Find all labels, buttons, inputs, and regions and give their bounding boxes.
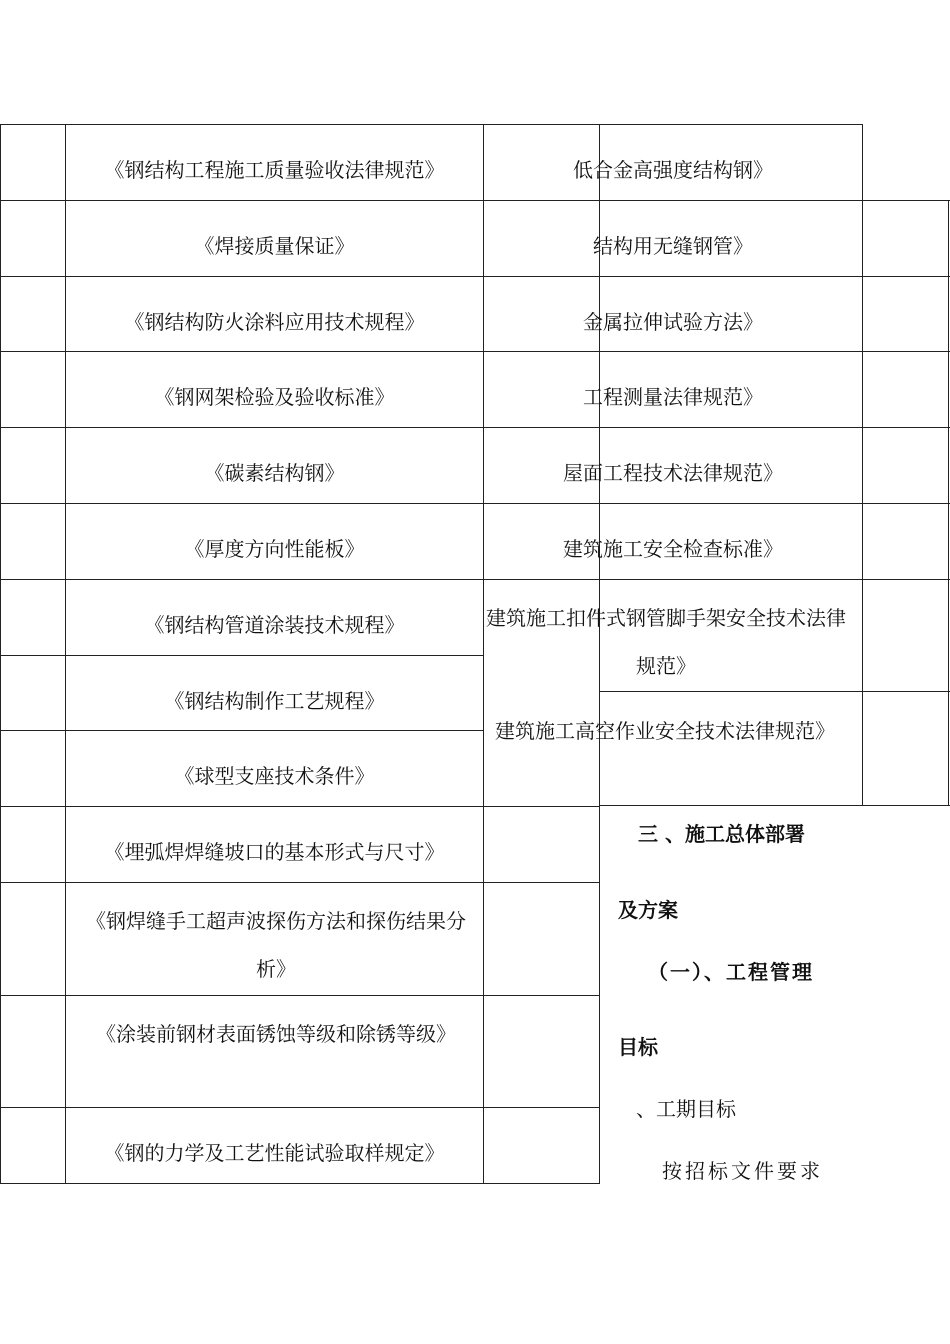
table-rule [484, 503, 950, 504]
item-label: 、工期目标 [636, 1097, 736, 1121]
table-rule [0, 1183, 600, 1184]
table-cell: 《钢结构防火涂料应用技术规程》 [124, 310, 425, 334]
subsection-heading-cont: 目标 [618, 1035, 658, 1059]
table-rule [600, 691, 950, 692]
table-rule [65, 124, 66, 1184]
table-rule [862, 124, 863, 806]
section-heading: 三 、施工总体部署 [638, 822, 805, 846]
table-cell: 金属拉伸试验方法》 [583, 310, 763, 334]
table-rule [0, 124, 1, 1184]
table-cell: 《钢焊缝手工超声波探伤方法和探伤结果分析》 [86, 909, 466, 981]
table-rule [484, 579, 950, 580]
table-cell: 低合金高强度结构钢》 [573, 158, 773, 182]
table-rule [0, 655, 484, 656]
table-cell: 《钢结构工程施工质量验收法律规范》 [104, 158, 445, 182]
table-cell: 《埋弧焊焊缝坡口的基本形式与尺寸》 [104, 840, 445, 864]
subsection-heading: （一）、工程管理 [648, 960, 814, 984]
table-rule [0, 1107, 600, 1108]
table-rule [484, 427, 950, 428]
table-cell: 《焊接质量保证》 [194, 234, 355, 258]
table-cell: 《涂装前钢材表面锈蚀等级和除锈等级》 [96, 1022, 456, 1046]
table-rule [600, 805, 950, 806]
table-cell: 《钢结构制作工艺规程》 [164, 689, 385, 713]
table-cell: 《钢结构管道涂装技术规程》 [144, 613, 405, 637]
table-cell: 《碳素结构钢》 [204, 461, 345, 485]
table-cell: 结构用无缝钢管》 [593, 234, 753, 258]
section-heading-cont: 及方案 [618, 898, 678, 922]
table-rule [484, 276, 950, 277]
table-cell: 《钢网架检验及验收标准》 [154, 385, 395, 409]
table-cell: 《钢的力学及工艺性能试验取样规定》 [104, 1141, 445, 1165]
table-rule [948, 200, 949, 806]
table-cell: 建筑施工安全检查标准》 [563, 537, 783, 561]
table-rule [0, 882, 600, 883]
table-cell: 屋面工程技术法律规范》 [563, 461, 783, 485]
table-cell: 《球型支座技术条件》 [174, 764, 375, 788]
table-rule [484, 200, 950, 201]
table-rule [0, 730, 484, 731]
table-rule [484, 124, 863, 125]
body-text: 按招标文件要求 [662, 1159, 823, 1183]
table-cell: 建筑施工扣件式钢管脚手架安全技术法律规范》 [486, 606, 846, 678]
table-rule [483, 124, 484, 1184]
table-rule [0, 995, 600, 996]
table-cell: 《厚度方向性能板》 [184, 537, 365, 561]
table-rule [484, 351, 950, 352]
table-cell: 建筑施工高空作业安全技术法律规范》 [495, 719, 835, 743]
table-cell: 工程测量法律规范》 [583, 385, 763, 409]
table-rule [0, 806, 600, 807]
